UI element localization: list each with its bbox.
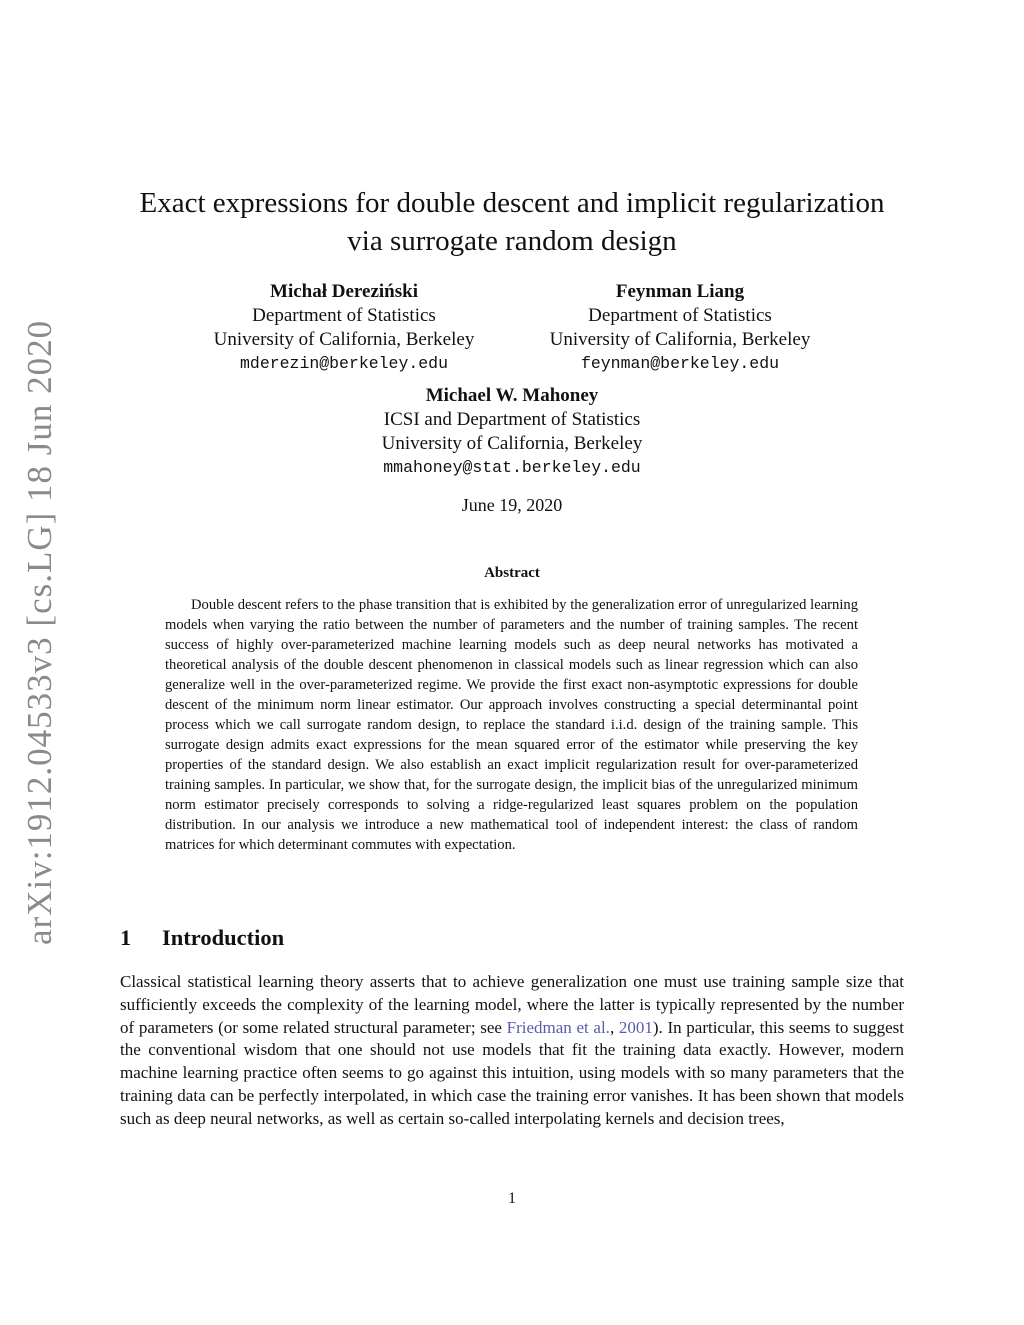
intro-text-part-1: Classical statistical learning theory asserts that to achieve generalization one must use training sample size that sufficiently exceeds the complexity of the learning model, where the latter is typically represented by the number of parameters (or some related structural parameter; see	[120, 972, 904, 1037]
intro-paragraph	[120, 971, 904, 1131]
author-department: Department of Statistics	[252, 305, 436, 326]
citation-author-link[interactable]: Friedman et al.	[506, 1017, 610, 1037]
paper-title	[100, 184, 924, 260]
title-line-1: Exact expressions for double descent and implicit regularization	[139, 187, 885, 219]
page-number: 1	[508, 1190, 516, 1207]
section-title: Introduction	[162, 925, 285, 950]
author-department: Department of Statistics	[588, 305, 772, 326]
author-email[interactable]: mmahoney@stat.berkeley.edu	[383, 458, 641, 477]
author-3	[300, 384, 724, 480]
author-university: University of California, Berkeley	[381, 433, 643, 454]
author-2	[520, 280, 840, 376]
author-name: Michał Dereziński	[270, 281, 418, 302]
section-number: 1	[120, 925, 132, 950]
author-university: University of California, Berkeley	[213, 329, 475, 350]
title-line-2: via surrogate random design	[347, 225, 677, 257]
abstract-text: Double descent refers to the phase transition that is exhibited by the generalization error of unregularized learning models when varying the ratio between the number of parameters and the number of training samples. The recent success of highly over-parameterized machine learning models such as deep neural networks has motivated a theoretical analysis of the double descent phenomenon in classical models such as linear regression which can also generalize well in the over-parameterized regime. We provide the first exact non-asymptotic expressions for double descent of the minimum norm linear estimator. Our approach involves constructing a special determinantal point process which we call surrogate random design, to replace the standard i.i.d. design of the training sample. This surrogate design admits exact expressions for the mean squared error of the estimator while preserving the key properties of the standard design. We also establish an exact implicit regularization result for over-parameterized training samples. In particular, we show that, for the surrogate design, the implicit bias of the unregularized minimum norm estimator precisely corresponds to solving a ridge-regularized least squares problem on the population distribution. In our analysis we introduce a new mathematical tool of independent interest: the class of random matrices for which determinant commutes with expectation.	[165, 597, 858, 853]
intro-text-part-2: ). In particular, this seems to suggest the conventional wisdom that one should not use models that fit the training data exactly. However, modern machine learning practice often seems to go against this intuition, using models with so many parameters that the training data can be perfectly interpolated, in which case the training error vanishes. It has been shown that models such as deep neural networks, as well as certain so-called interpolating kernels and decision trees,	[120, 1017, 904, 1128]
author-department: ICSI and Department of Statistics	[383, 409, 641, 430]
section-heading	[120, 925, 284, 951]
arxiv-identifier-stamp: arXiv:1912.04533v3 [cs.LG] 18 Jun 2020	[20, 319, 59, 945]
abstract-heading: Abstract	[484, 565, 540, 581]
author-name: Michael W. Mahoney	[425, 385, 599, 406]
author-name: Feynman Liang	[615, 281, 745, 302]
author-university: University of California, Berkeley	[549, 329, 811, 350]
citation-year-link[interactable]: 2001	[618, 1017, 653, 1037]
author-email[interactable]: feynman@berkeley.edu	[580, 354, 780, 373]
publication-date: June 19, 2020	[461, 495, 563, 515]
citation-separator: ,	[609, 1017, 619, 1037]
author-1	[184, 280, 504, 376]
author-email[interactable]: mderezin@berkeley.edu	[240, 354, 448, 373]
